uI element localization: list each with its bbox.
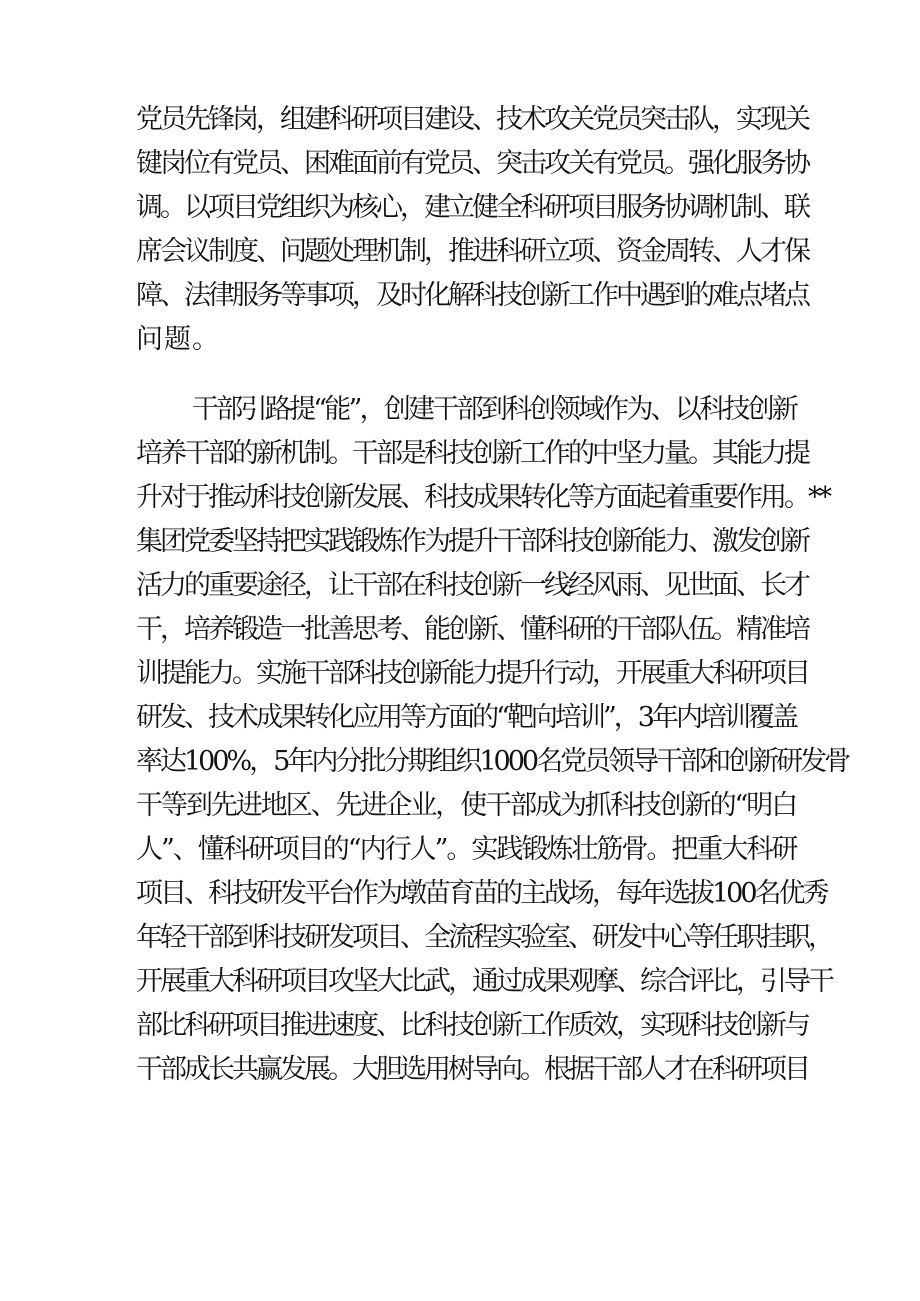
paragraph-line: 活力的重要途径，让干部在科技创新一线经风雨、见世面、长才 — [136, 570, 808, 601]
paragraph-spacer — [136, 362, 796, 388]
paragraph-line: 党员先锋岗，组建科研项目建设、技术攻关党员突击队，实现关 — [136, 104, 808, 135]
paragraph-line: 干部引路提“能”，创建干部到科创领域作为、以科技创新 — [192, 394, 797, 425]
paragraph-line: 障、法律服务等事项，及时化解科技创新工作中遇到的难点堵点 — [136, 280, 808, 311]
paragraph-line: 问题。 — [136, 324, 220, 355]
document-body — [136, 98, 849, 1092]
paragraph-1 — [136, 98, 808, 362]
paragraph-line: 干等到先进地区、先进企业，使干部成为抓科技创新的“明白 — [136, 790, 796, 821]
paragraph-line: 部比科研项目推进速度、比科技创新工作质效，实现科技创新与 — [136, 1010, 808, 1041]
paragraph-line: 键岗位有党员、困难面前有党员、突击攻关有党员。强化服务协 — [136, 148, 808, 179]
paragraph-line: 集团党委坚持把实践锻炼作为提升干部科技创新能力、激发创新 — [136, 526, 808, 557]
paragraph-2 — [136, 388, 849, 1092]
paragraph-line: 升对于推动科技创新发展、科技成果转化等方面起着重要作用。** — [136, 482, 829, 513]
paragraph-line: 干，培养锻造一批善思考、能创新、懂科研的干部队伍。精准培 — [136, 614, 808, 645]
paragraph-line: 训提能力。实施干部科技创新能力提升行动，开展重大科研项目 — [136, 658, 808, 689]
paragraph-line: 干部成长共赢发展。大胆选用树导向。根据干部人才在科研项目 — [136, 1054, 808, 1085]
paragraph-line: 研发、技术成果转化应用等方面的“靶向培训”，3年内培训覆盖 — [136, 702, 796, 733]
paragraph-line: 项目、科技研发平台作为墩苗育苗的主战场，每年选拔100名优秀 — [136, 878, 827, 909]
paragraph-line: 培养干部的新机制。干部是科技创新工作的中坚力量。其能力提 — [136, 438, 808, 469]
paragraph-line: 开展重大科研项目攻坚大比武，通过成果观摩、综合评比，引导干 — [136, 966, 832, 997]
paragraph-line: 席会议制度、问题处理机制，推进科研立项、资金周转、人才保 — [136, 236, 808, 267]
paragraph-line: 年轻干部到科技研发项目、全流程实验室、研发中心等任职挂职， — [136, 922, 832, 953]
paragraph-line: 调。以项目党组织为核心，建立健全科研项目服务协调机制、联 — [136, 192, 808, 223]
paragraph-line: 人”、懂科研项目的“内行人”。实践锻炼壮筋骨。把重大科研 — [136, 834, 797, 865]
paragraph-line: 率达100%，5年内分批分期组织1000名党员领导干部和创新研发骨 — [136, 746, 849, 777]
